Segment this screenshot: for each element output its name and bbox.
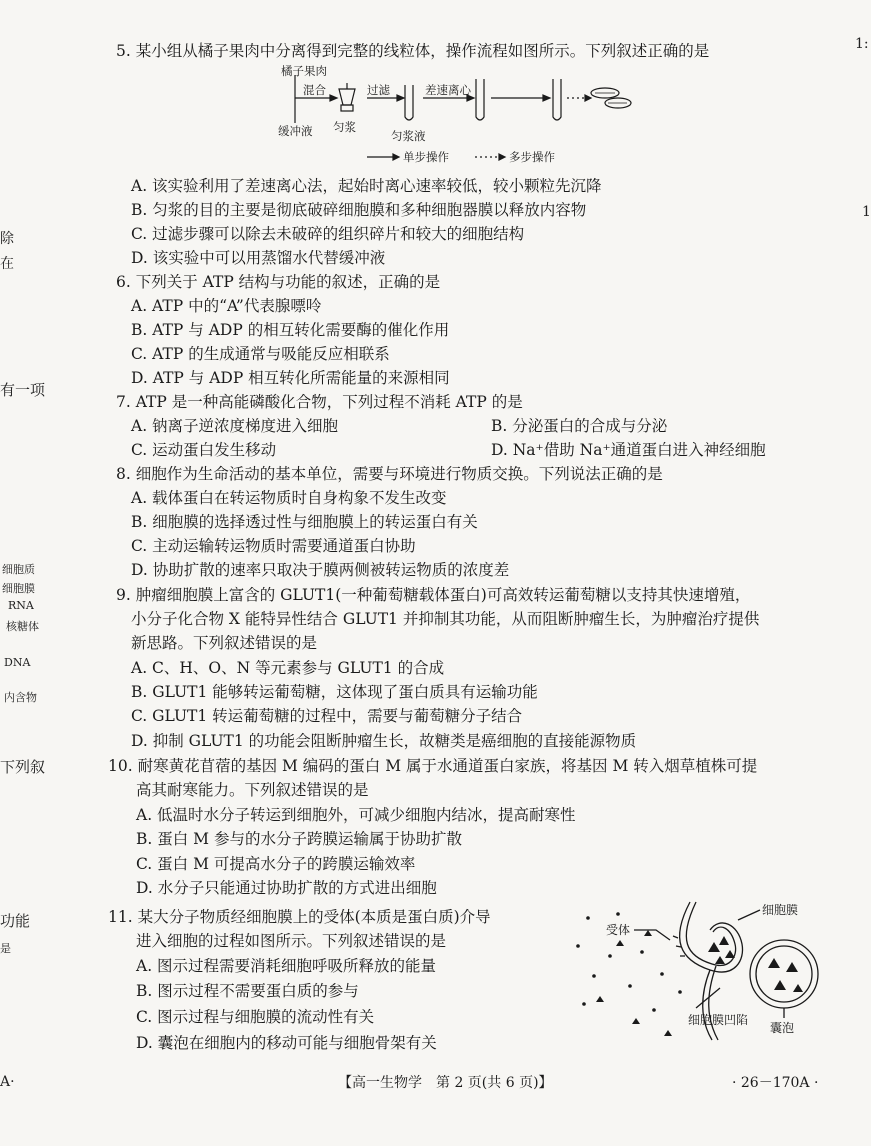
question-8-option-c: C. 主动运输转运物质时需要通道蛋白协助 bbox=[131, 537, 416, 555]
margin-fragment: 细胞膜 bbox=[2, 582, 35, 595]
question-8-stem: 8. 细胞作为生命活动的基本单位，需要与环境进行物质交换。下列说法正确的是 bbox=[116, 465, 663, 483]
question-11-option-a: A. 图示过程需要消耗细胞呼吸所释放的能量 bbox=[136, 957, 437, 975]
margin-fragment: 1 bbox=[862, 204, 871, 220]
question-10-option-c: C. 蛋白 M 可提高水分子的跨膜运输效率 bbox=[136, 855, 416, 873]
question-9-stem-line-3: 新思路。下列叙述错误的是 bbox=[131, 634, 318, 652]
question-5-option-b: B. 匀浆的目的主要是彻底破碎细胞膜和多种细胞器膜以释放内容物 bbox=[131, 201, 587, 219]
question-11-option-c: C. 图示过程与细胞膜的流动性有关 bbox=[136, 1008, 375, 1026]
margin-fragment: 核糖体 bbox=[6, 620, 39, 633]
label-centrifuge: 差速离心 bbox=[425, 83, 471, 97]
label-orange-pulp: 橘子果肉 bbox=[281, 64, 327, 78]
footer-page-info: 【高一生物学 第 2 页(共 6 页)】 bbox=[338, 1075, 553, 1091]
margin-fragment: A· bbox=[0, 1074, 15, 1090]
margin-fragment: 细胞质 bbox=[2, 563, 35, 576]
question-9-option-d: D. 抑制 GLUT1 的功能会阻断肿瘤生长，故糖类是癌细胞的直接能源物质 bbox=[131, 732, 637, 750]
question-5-flow-diagram bbox=[275, 65, 635, 165]
question-7-option-c: C. 运动蛋白发生移动 bbox=[131, 441, 277, 459]
question-7-option-a: A. 钠离子逆浓度梯度进入细胞 bbox=[131, 417, 339, 435]
question-7-option-d: D. Na⁺借助 Na⁺通道蛋白进入神经细胞 bbox=[491, 441, 766, 459]
question-6-option-b: B. ATP 与 ADP 的相互转化需要酶的催化作用 bbox=[131, 321, 450, 339]
question-11-option-b: B. 图示过程不需要蛋白质的参与 bbox=[136, 982, 359, 1000]
label-homogenate: 匀浆 bbox=[333, 120, 356, 134]
question-9-option-a: A. C、H、O、N 等元素参与 GLUT1 的合成 bbox=[131, 659, 445, 677]
question-10-option-a: A. 低温时水分子转运到细胞外，可减少细胞内结冰，提高耐寒性 bbox=[136, 806, 576, 824]
margin-fragment: DNA bbox=[4, 656, 31, 669]
margin-fragment: RNA bbox=[8, 599, 34, 612]
margin-fragment: 1: bbox=[855, 36, 869, 52]
margin-fragment: 是 bbox=[0, 942, 11, 955]
label-filter: 过滤 bbox=[367, 83, 390, 97]
footer-exam-code: · 26－170A · bbox=[732, 1075, 819, 1091]
question-11-stem-line-2: 进入细胞的过程如图所示。下列叙述错误的是 bbox=[136, 932, 447, 950]
question-9-option-b: B. GLUT1 能够转运葡萄糖，这体现了蛋白质具有运输功能 bbox=[131, 683, 538, 701]
legend-single-step: 单步操作 bbox=[403, 150, 449, 164]
question-5-option-a: A. 该实验利用了差速离心法，起始时离心速率较低，较小颗粒先沉降 bbox=[131, 177, 602, 195]
question-11-option-d: D. 囊泡在细胞内的移动可能与细胞骨架有关 bbox=[136, 1034, 437, 1052]
margin-fragment: 在 bbox=[0, 256, 14, 272]
margin-fragment: 功能 bbox=[0, 912, 31, 930]
question-10-stem-line-1: 10. 耐寒黄花苜蓿的基因 M 编码的蛋白 M 属于水通道蛋白家族，将基因 M 转入烟草植株可提 bbox=[108, 757, 758, 775]
margin-fragment: 内含物 bbox=[4, 691, 37, 704]
question-8-option-d: D. 协助扩散的速率只取决于膜两侧被转运物质的浓度差 bbox=[131, 561, 510, 579]
label-mix: 混合 bbox=[303, 83, 326, 97]
question-10-option-b: B. 蛋白 M 参与的水分子跨膜运输属于协助扩散 bbox=[136, 830, 462, 848]
question-11-endocytosis-diagram bbox=[570, 900, 850, 1040]
question-5-option-c: C. 过滤步骤可以除去未破碎的组织碎片和较大的细胞结构 bbox=[131, 225, 525, 243]
question-8-option-b: B. 细胞膜的选择透过性与细胞膜上的转运蛋白有关 bbox=[131, 513, 478, 531]
question-6-option-c: C. ATP 的生成通常与吸能反应相联系 bbox=[131, 345, 390, 363]
question-5-stem: 5. 某小组从橘子果肉中分离得到完整的线粒体，操作流程如图所示。下列叙述正确的是 bbox=[116, 42, 710, 60]
label-receptor: 受体 bbox=[606, 923, 631, 937]
label-homogenate-liquid: 匀浆液 bbox=[391, 129, 426, 143]
question-9-stem-line-2: 小分子化合物 X 能特异性结合 GLUT1 并抑制其功能，从而阻断肿瘤生长，为肿瘤治疗提供 bbox=[131, 610, 760, 628]
question-6-option-a: A. ATP 中的“A”代表腺嘌呤 bbox=[131, 297, 322, 315]
label-vesicle: 囊泡 bbox=[770, 1021, 795, 1035]
question-6-stem: 6. 下列关于 ATP 结构与功能的叙述，正确的是 bbox=[116, 273, 441, 291]
margin-fragment: 下列叙 bbox=[0, 758, 46, 776]
question-7-option-b: B. 分泌蛋白的合成与分泌 bbox=[491, 417, 668, 435]
label-cell-membrane: 细胞膜 bbox=[762, 903, 799, 917]
question-9-stem-line-1: 9. 肿瘤细胞膜上富含的 GLUT1(一种葡萄糖载体蛋白)可高效转运葡萄糖以支持其快速增殖， bbox=[116, 586, 751, 604]
label-buffer: 缓冲液 bbox=[278, 124, 313, 138]
question-11-stem-line-1: 11. 某大分子物质经细胞膜上的受体(本质是蛋白质)介导 bbox=[108, 908, 491, 926]
question-5-option-d: D. 该实验中可以用蒸馏水代替缓冲液 bbox=[131, 249, 386, 267]
legend-multi-step: 多步操作 bbox=[509, 150, 555, 164]
question-7-stem: 7. ATP 是一种高能磷酸化合物，下列过程不消耗 ATP 的是 bbox=[116, 393, 523, 411]
margin-fragment: 有一项 bbox=[0, 381, 46, 399]
margin-fragment: 除 bbox=[0, 231, 14, 247]
question-8-option-a: A. 载体蛋白在转运物质时自身构象不发生改变 bbox=[131, 489, 447, 507]
question-6-option-d: D. ATP 与 ADP 相互转化所需能量的来源相同 bbox=[131, 369, 450, 387]
question-10-stem-line-2: 高其耐寒能力。下列叙述错误的是 bbox=[136, 781, 369, 799]
question-9-option-c: C. GLUT1 转运葡萄糖的过程中，需要与葡萄糖分子结合 bbox=[131, 707, 523, 725]
question-10-option-d: D. 水分子只能通过协助扩散的方式进出细胞 bbox=[136, 879, 437, 897]
label-invagination: 细胞膜凹陷 bbox=[688, 1013, 749, 1027]
